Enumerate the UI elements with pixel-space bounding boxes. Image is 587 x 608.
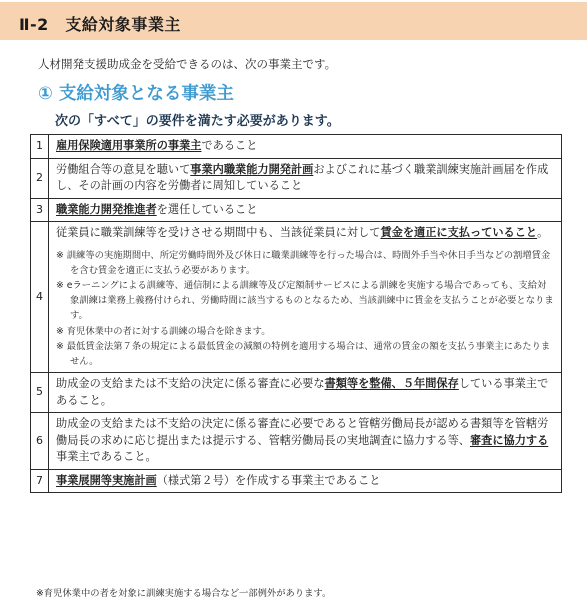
requirement-main-text xyxy=(56,138,555,155)
footnote: ※育児休業中の者を対象に訓練実施する場合など一部例外があります。 xyxy=(36,588,332,599)
requirement-number: 7 xyxy=(31,469,49,493)
requirement-main-text xyxy=(56,473,555,490)
requirement-number: 1 xyxy=(31,135,49,159)
requirement-note: ※ 育児休業中の者に対する訓練の場合を除きます。 xyxy=(56,325,271,337)
requirement-segment: 助成金の支給または不支給の決定に係る審査に必要であると管轄労働局長が認める書類等を管轄労働局長の求めに応じ提出または提示する、管轄労働局長の実地調査に協力する等、 xyxy=(56,417,549,447)
requirement-notes xyxy=(56,248,555,370)
requirement-emphasis: 書類等を整備、５年間保存 xyxy=(324,377,459,391)
requirement-note: ※ eラーニングによる訓練等、通信制による訓練等及び定額制サービスによる訓練を実施する場合であっても、支給対象訓練は業務上義務付けられ、労働時間に該当するものとなるため、当該訓練中に賃金を支払うことが必要となります。 xyxy=(56,279,554,322)
requirement-row xyxy=(31,198,562,222)
requirement-segment: 助成金の支給または不支給の決定に係る審査に必要な xyxy=(56,377,325,391)
section-subheading: 次の「すべて」の要件を満たす必要があります。 xyxy=(55,114,340,129)
requirement-emphasis: 職業能力開発推進者 xyxy=(56,202,157,216)
requirement-number: 2 xyxy=(31,158,49,198)
requirement-text xyxy=(49,198,562,222)
requirement-note: ※ 訓練等の実施期間中、所定労働時間外及び休日に職業訓練等を行った場合は、時間外手当や休日手当などの割増賃金を含む賃金を適正に支払う必要があります。 xyxy=(56,249,551,276)
requirement-emphasis: 事業展開等実施計画 xyxy=(56,473,157,487)
requirement-main-text xyxy=(56,162,555,195)
section-header-bar xyxy=(0,2,587,40)
requirement-note: ※ 最低賃金法第７条の規定による最低賃金の減額の特例を適用する場合は、通常の賃金の額を支払う事業主にあたりません。 xyxy=(56,340,551,367)
requirement-main-text xyxy=(56,202,555,219)
requirement-main-text xyxy=(56,376,555,409)
requirement-emphasis: 雇用保険適用事業所の事業主 xyxy=(56,139,202,152)
requirement-number: 4 xyxy=(31,222,49,373)
requirement-row xyxy=(31,222,562,373)
requirement-text xyxy=(49,135,562,159)
requirements-table xyxy=(30,134,562,493)
page-title: Ⅱ-2 支給対象事業主 xyxy=(19,15,181,34)
requirement-row xyxy=(31,373,562,413)
requirement-text xyxy=(49,469,562,493)
requirement-segment: 事業主であること。 xyxy=(56,450,157,464)
requirement-text xyxy=(49,222,562,373)
requirement-number: 6 xyxy=(31,413,49,470)
requirement-segment: 。 xyxy=(537,226,549,239)
requirement-segment: およびこれに基づく職業訓練実施計画届を作成し、その計画の内容を労働者に周知していること xyxy=(56,162,549,192)
requirement-main-text xyxy=(56,416,555,466)
requirement-segment: している事業主であること。 xyxy=(56,377,549,407)
requirement-text xyxy=(49,413,562,470)
requirement-segment: （様式第２号）を作成する事業主であること xyxy=(156,473,381,487)
requirement-segment: を選任していること xyxy=(156,202,258,216)
requirement-emphasis: 審査に協力する xyxy=(469,433,549,447)
requirement-number: 5 xyxy=(31,373,49,413)
requirements-table-body xyxy=(31,135,562,493)
requirement-emphasis: 事業内職業能力開発計画 xyxy=(190,162,314,176)
requirement-segment: 従業員に職業訓練等を受けさせる期間中も、当該従業員に対して xyxy=(56,226,381,239)
requirement-emphasis: 賃金を適正に支払っていること xyxy=(380,226,538,239)
requirement-text xyxy=(49,373,562,413)
requirement-segment: であること xyxy=(201,139,258,152)
section-heading: ① 支給対象となる事業主 xyxy=(38,84,234,104)
requirement-row xyxy=(31,469,562,493)
requirement-row xyxy=(31,413,562,470)
requirement-row xyxy=(31,158,562,198)
requirement-number: 3 xyxy=(31,198,49,222)
requirement-segment: 労働組合等の意見を聴いて xyxy=(56,162,191,176)
intro-text: 人材開発支援助成金を受給できるのは、次の事業主です。 xyxy=(38,57,337,71)
requirement-main-text xyxy=(56,225,555,242)
requirement-text xyxy=(49,158,562,198)
requirement-row xyxy=(31,135,562,159)
